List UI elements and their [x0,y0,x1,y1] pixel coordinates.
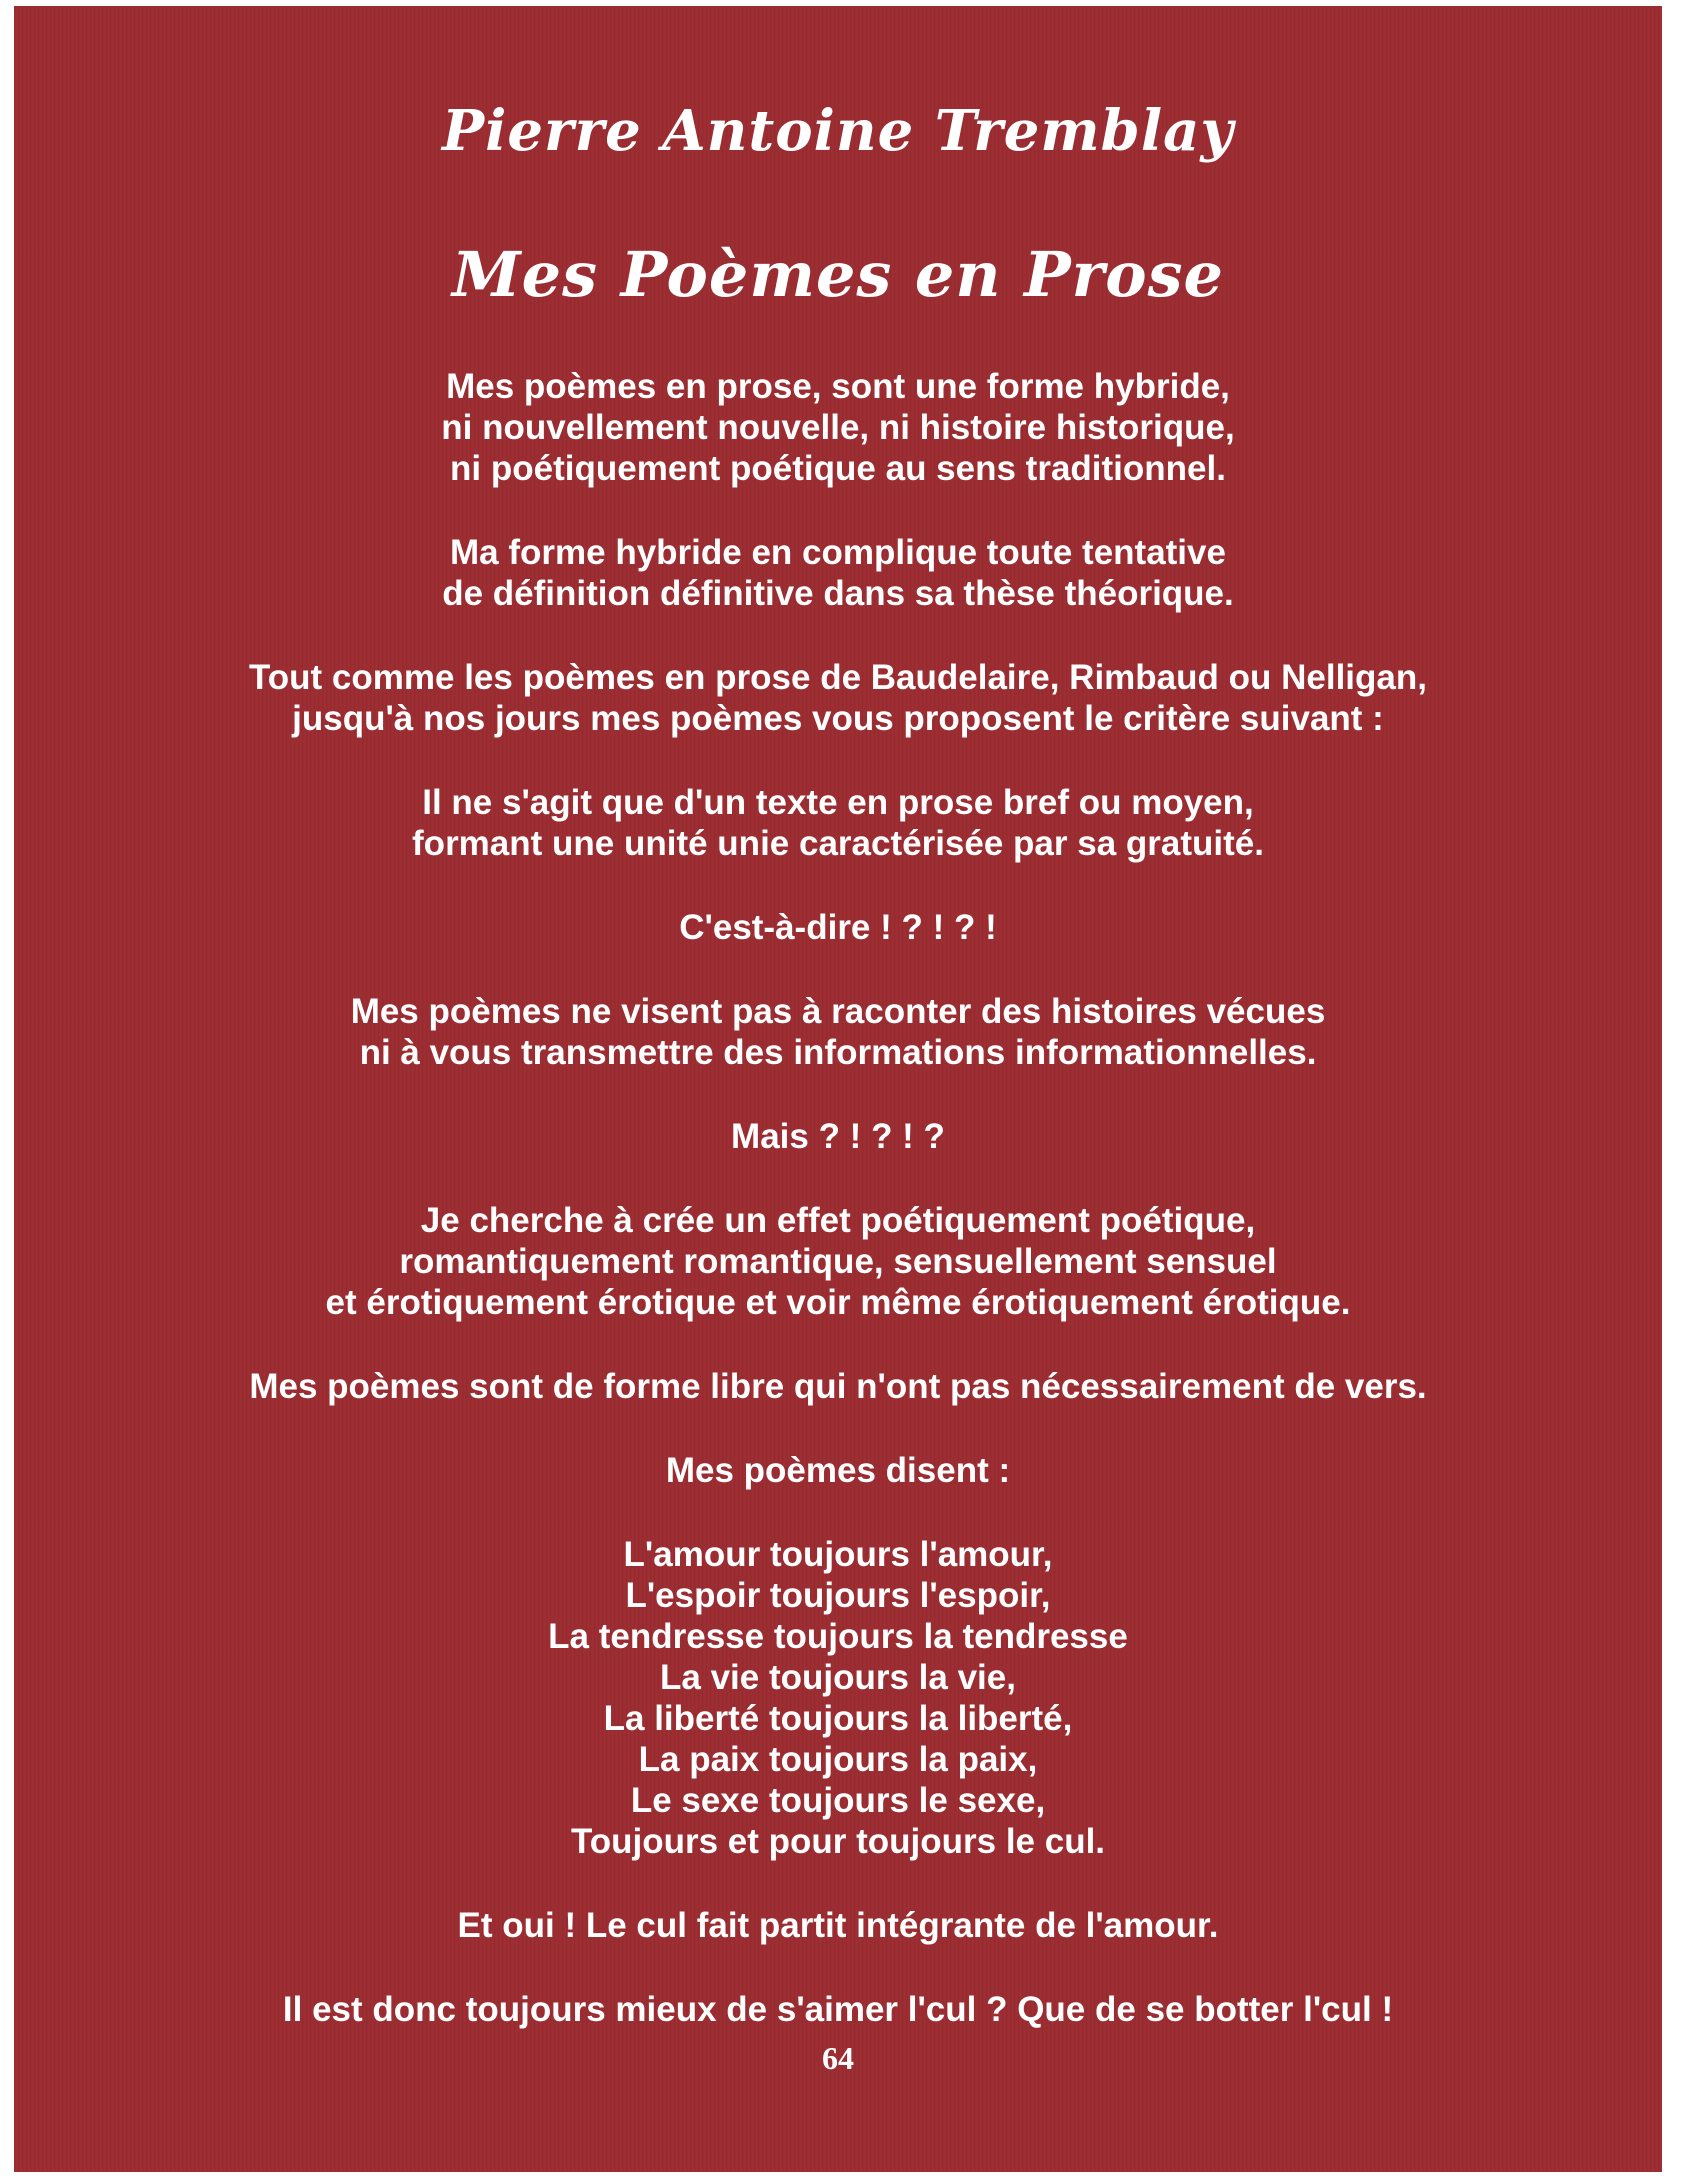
stanza [14,532,1662,614]
text-line: Mes poèmes disent : [665,1451,1011,1490]
text-line: et érotiquement érotique et voir même érotiquement érotique. [325,1283,1351,1322]
text-line: L'espoir toujours l'espoir, [625,1576,1051,1615]
text-line: Ma forme hybride en complique toute tentative [450,533,1226,572]
stanza [14,1989,1662,2030]
text-line: romantiquement romantique, sensuellement sensuel [399,1242,1277,1281]
stanza [14,1116,1662,1157]
page-number: 64 [822,2040,854,2076]
stanza [14,991,1662,1073]
text-line: La liberté toujours la liberté, [603,1699,1073,1738]
text-line: C'est-à-dire ! ? ! ? ! [679,908,997,947]
text-line: ni nouvellement nouvelle, ni histoire historique, [441,408,1235,447]
text-line: La paix toujours la paix, [638,1740,1038,1779]
text-line: Mais ? ! ? ! ? [731,1117,945,1156]
text-line: de définition définitive dans sa thèse théorique. [442,574,1234,613]
text-line: Il est donc toujours mieux de s'aimer l'cul ? Que de se botter l'cul ! [282,1990,1394,2029]
text-line: formant une unité unie caractérisée par sa gratuité. [412,824,1264,863]
stanza [14,657,1662,739]
red-background-panel [14,6,1662,2172]
text-line: Je cherche à crée un effet poétiquement poétique, [420,1201,1256,1240]
stanza [14,1905,1662,1946]
author-name: Pierre Antoine Tremblay [442,98,1234,164]
stanza [14,1450,1662,1491]
text-line: ni à vous transmettre des informations informationnelles. [359,1033,1317,1072]
text-line: jusqu'à nos jours mes poèmes vous proposent le critère suivant : [292,699,1384,738]
stanza [14,782,1662,864]
text-line: Il ne s'agit que d'un texte en prose bref ou moyen, [422,783,1254,822]
stanza [14,1534,1662,1862]
text-line: Tout comme les poèmes en prose de Baudelaire, Rimbaud ou Nelligan, [249,658,1427,697]
text-line: Mes poèmes ne visent pas à raconter des histoires vécues [350,992,1326,1031]
document-title: Mes Poèmes en Prose [452,238,1224,311]
text-line: La tendresse toujours la tendresse [548,1617,1128,1656]
text-line: La vie toujours la vie, [660,1658,1016,1697]
text-line: Mes poèmes en prose, sont une forme hybride, [446,367,1230,406]
text-line: Le sexe toujours le sexe, [630,1781,1046,1820]
stanza [14,1200,1662,1323]
stanza [14,366,1662,489]
text-line: L'amour toujours l'amour, [623,1535,1053,1574]
stanza [14,907,1662,948]
text-line: Et oui ! Le cul fait partit intégrante de l'amour. [457,1906,1219,1945]
stanza [14,1366,1662,1407]
text-line: ni poétiquement poétique au sens traditionnel. [450,449,1226,488]
text-line: Mes poèmes sont de forme libre qui n'ont pas nécessairement de vers. [249,1367,1427,1406]
text-line: Toujours et pour toujours le cul. [570,1822,1106,1861]
poem-body [14,366,1662,2073]
